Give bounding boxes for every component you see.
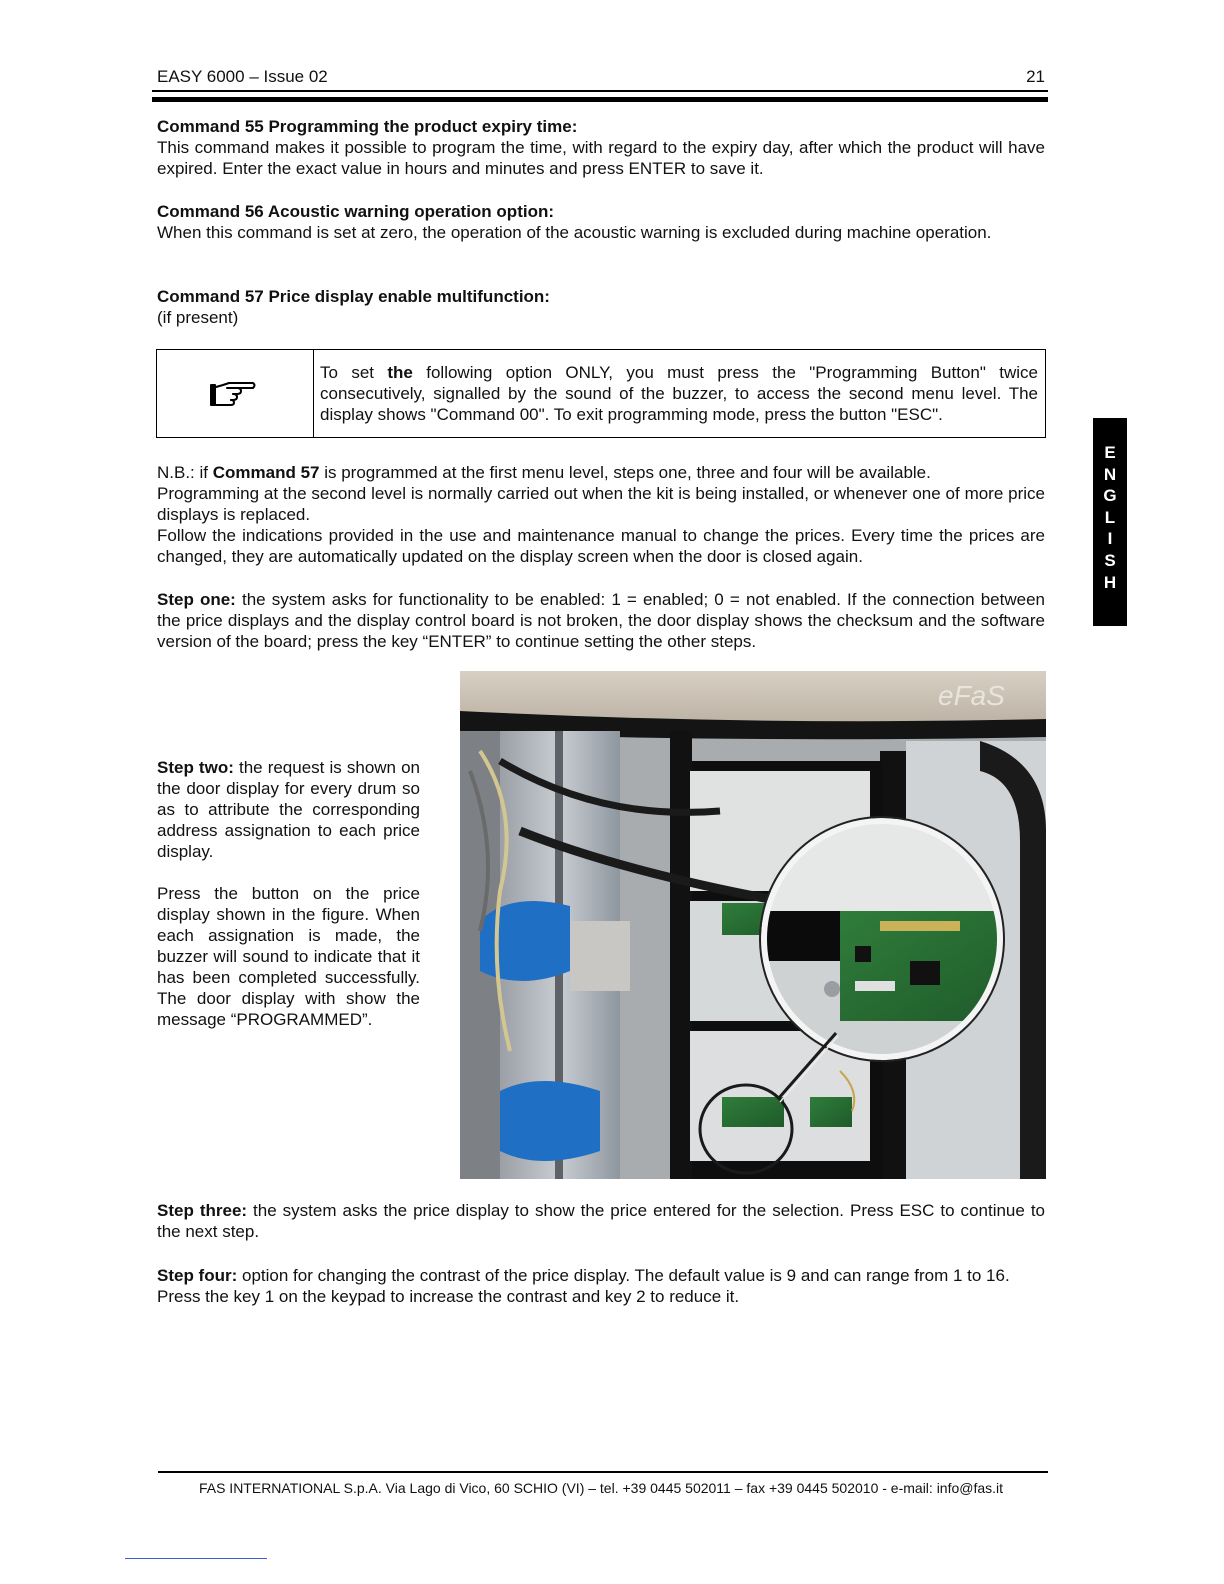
photo-illustration bbox=[460, 671, 1046, 1179]
footnote-separator bbox=[125, 1558, 267, 1559]
header-rule-thin bbox=[152, 90, 1048, 92]
nb-second-level: Programming at the second level is normally carried out when the kit is being installed, or whenever one of more price displays is replaced. bbox=[157, 484, 1045, 524]
tab-letter: I bbox=[1107, 529, 1113, 549]
document-title: EASY 6000 – Issue 02 bbox=[157, 67, 328, 86]
note-box bbox=[156, 349, 1046, 438]
price-display-photo bbox=[460, 671, 1046, 1179]
tab-letter: S bbox=[1104, 550, 1116, 570]
command-55-body: This command makes it possible to program the time, with regard to the expiry day, after which the product will have expired. Enter the exact value in hours and minutes and press ENTER to save it. bbox=[157, 138, 1045, 178]
step-two-label: Step two: bbox=[157, 758, 234, 777]
step-one-text: the system asks for functionality to be enabled: 1 = enabled; 0 = not enabled. If the connection between the price displays and the display control board is not broken, the door display shows the checksum and the software version of the board; press the key “ENTER” to continue setting the other steps. bbox=[157, 590, 1045, 651]
photo-logo: eFaS bbox=[938, 680, 1005, 711]
command-57-body: (if present) bbox=[157, 308, 239, 327]
tab-letter: L bbox=[1104, 507, 1116, 527]
section-command-55 bbox=[157, 116, 1045, 179]
note-text: To set the following option ONLY, you must press the "Programming Button" twice consecutively, signalled by the sound of the buzzer, to access the second menu level. The display shows "Command 00". To exit programming mode, press the button "ESC". bbox=[320, 363, 1038, 424]
note-icon-cell bbox=[157, 350, 314, 437]
step-four-label: Step four: bbox=[157, 1266, 238, 1285]
step-three-text: the system asks the price display to show the price entered for the selection. Press ESC to continue to the next step. bbox=[157, 1201, 1045, 1241]
section-command-56 bbox=[157, 201, 1045, 243]
page-number: 21 bbox=[1026, 67, 1045, 86]
pointing-hand-icon bbox=[209, 380, 257, 408]
page-header bbox=[157, 66, 1045, 88]
tab-letter: N bbox=[1103, 464, 1117, 484]
nb-follow-indications: Follow the indications provided in the use and maintenance manual to change the prices. Every time the prices are changed, they are automatically updated on the display screen when the door is closed again. bbox=[157, 526, 1045, 566]
footer-rule bbox=[158, 1471, 1048, 1473]
tab-letter: E bbox=[1104, 443, 1116, 462]
tab-letter: H bbox=[1103, 572, 1117, 592]
section-step-two bbox=[157, 757, 420, 1051]
section-step-one bbox=[157, 589, 1045, 652]
command-56-body: When this command is set at zero, the operation of the acoustic warning is excluded during machine operation. bbox=[157, 223, 992, 242]
command-56-title: Command 56 Acoustic warning operation option: bbox=[157, 202, 555, 221]
step-four-text: option for changing the contrast of the price display. The default value is 9 and can range from 1 to 16. Press the key 1 on the keypad to increase the contrast and key 2 to reduce it. bbox=[157, 1266, 1010, 1306]
page-footer: FAS INTERNATIONAL S.p.A. Via Lago di Vico, 60 SCHIO (VI) – tel. +39 0445 502011 – fax +39 0445 502010 - e-mail: info@fas.it bbox=[198, 1480, 1004, 1496]
step-three-label: Step three: bbox=[157, 1201, 248, 1220]
header-rule-thick bbox=[152, 97, 1048, 102]
section-nb: N.B.: if Command 57 is programmed at the first menu level, steps one, three and four will be available. Programming at the second level is normally carried out when the kit is being installed, or whenever one of more price displays is replaced. Follow the indications provided in the use and maintenance manual to change the prices. Every time the prices are changed, they are automatically updated on the display screen when the door is closed again. bbox=[157, 463, 1045, 566]
tab-letter: G bbox=[1103, 486, 1117, 506]
section-command-57 bbox=[157, 286, 1045, 328]
command-57-title: Command 57 Price display enable multifunction: bbox=[157, 287, 550, 306]
nb-command-ref: Command 57 bbox=[212, 463, 320, 482]
step-two-text: the request is shown on the door display for every drum so as to attribute the corresponding address assignation to each price display. bbox=[157, 758, 421, 861]
step-two-press-button: Press the button on the price display shown in the figure. When each assignation is made, the buzzer will sound to indicate that it has been completed successfully. The door display with show the message “PROGRAMMED”. bbox=[157, 884, 420, 1029]
section-step-four bbox=[157, 1265, 1045, 1307]
section-step-three bbox=[157, 1200, 1045, 1242]
language-tab-english bbox=[1093, 418, 1127, 626]
step-one-label: Step one: bbox=[157, 590, 236, 609]
command-55-title: Command 55 Programming the product expiry time: bbox=[157, 117, 578, 136]
